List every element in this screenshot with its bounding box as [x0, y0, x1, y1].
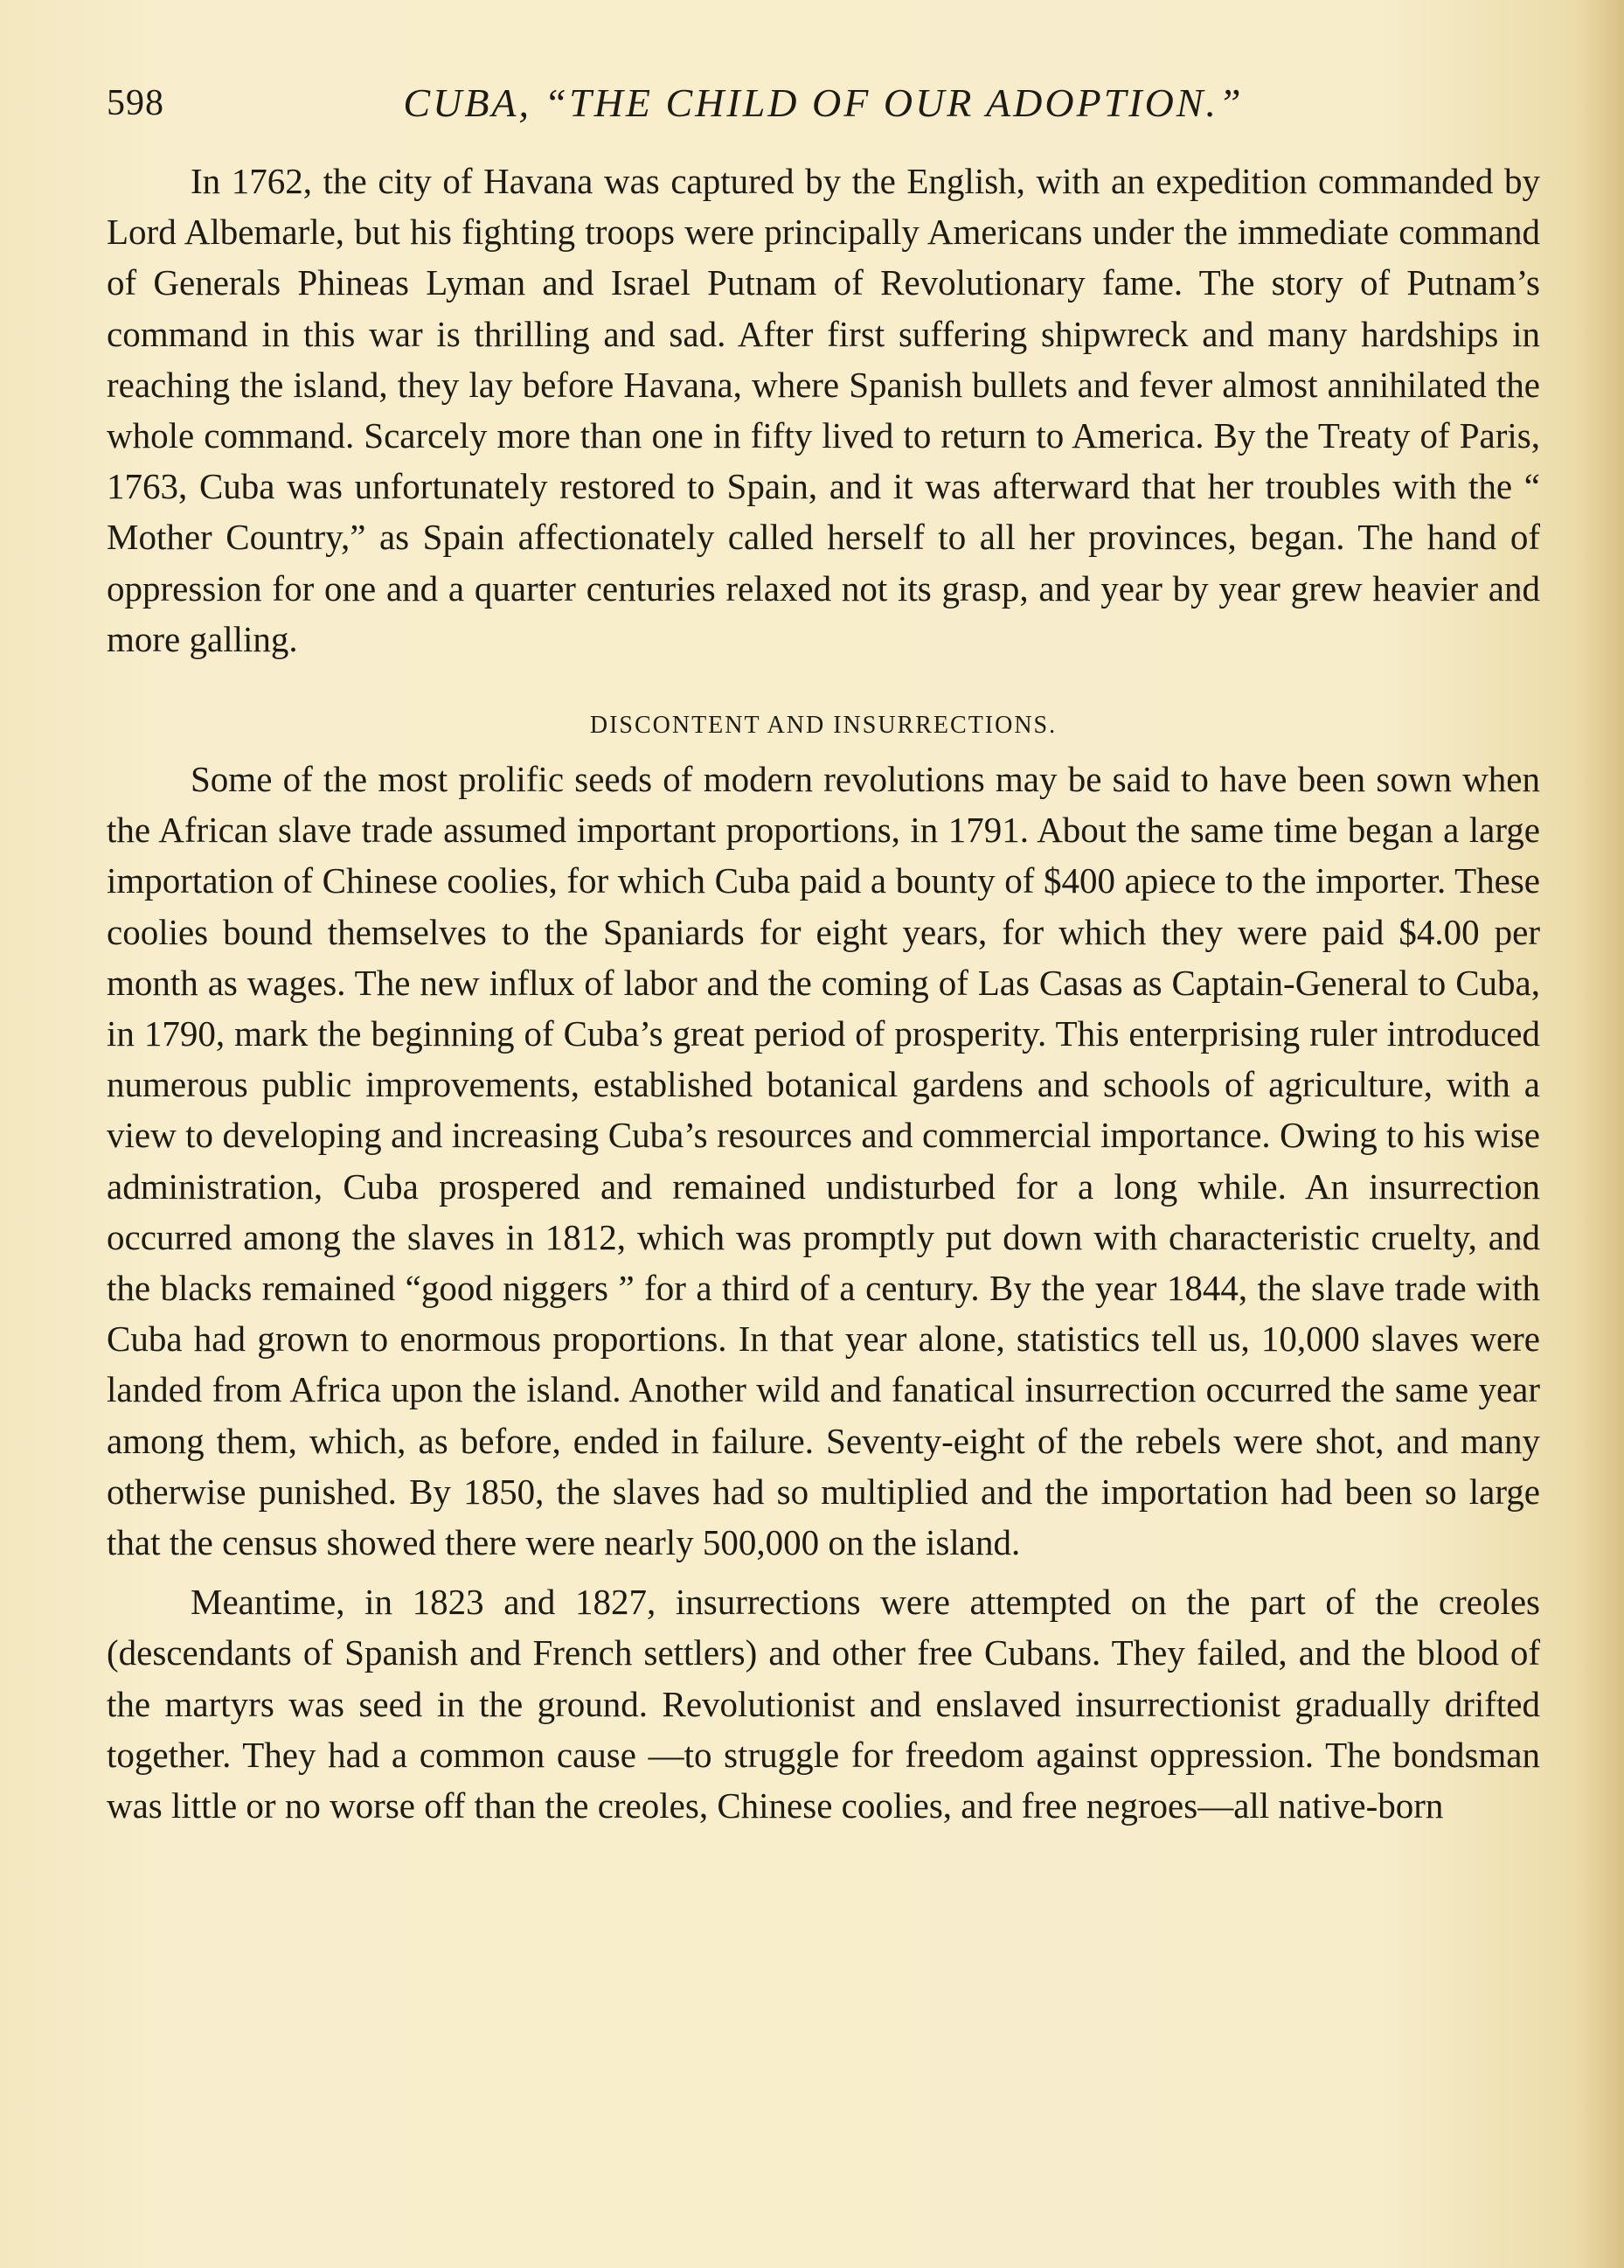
paragraph-havana-capture: In 1762, the city of Havana was captured by the English, with an expedition commanded by Lord Albemarle, but his fighting troops were principally Americans under the immediate command of Generals Phineas Lyman and Israel Putnam of Revolutionary fame. The story of Putnam’s command in this war is thrilling and sad. After first suffering shipwreck and many hardships in reaching the island, they lay before Havana, where Spanish bullets and fever almost annihilated the whole command. Scarcely more than one in fifty lived to return to America. By the Treaty of Paris, 1763, Cuba was unfortunately restored to Spain, and it was afterward that her troubles with the “ Mother Country,” as Spain affectionately called herself to all her provinces, began. The hand of oppression for one and a quarter centuries relaxed not its grasp, and year by year grew heavier and more galling. — [107, 161, 1540, 659]
page-body — [107, 156, 1540, 1831]
section-heading: DISCONTENT AND INSURRECTIONS. — [589, 712, 1058, 740]
paragraph-slave-trade: Some of the most prolific seeds of modern revolutions may be said to have been sown when the African slave trade assumed important proportions, in 1791. About the same time began a large importation of Chinese coolies, for which Cuba paid a bounty of $400 apiece to the importer. These coolies bound themselves to the Spaniards for eight years, for which they were paid $4.00 per month as wages. The new influx of labor and the coming of Las Casas as Captain-General to Cuba, in 1790, mark the beginning of Cuba’s great period of prosperity. This enterprising ruler introduced numerous public improvements, established botanical gardens and schools of agriculture, with a view to developing and increasing Cuba’s resources and commercial importance. Owing to his wise administration, Cuba prospered and remained undisturbed for a long while. An insurrection occurred among the slaves in 1812, which was promptly put down with characteristic cruelty, and the blacks remained “good niggers ” for a third of a century. By the year 1844, the slave trade with Cuba had grown to enormous proportions. In that year alone, statistics tell us, 10,000 slaves were landed from Africa upon the island. Another wild and fanatical insurrection occurred the same year among them, which, as before, ended in failure. Seventy-eight of the rebels were shot, and many otherwise punished. By 1850, the slaves had so multiplied and the importation had been so large that the census showed there were nearly 500,000 on the island. — [107, 759, 1540, 1563]
paragraph-insurrections: Meantime, in 1823 and 1827, insurrections were attempted on the part of the creoles (descendants of Spanish and French settlers) and other free Cubans. They failed, and the blood of the martyrs was seed in the ground. Revolutionist and enslaved insurrectionist gradually drifted together. They had a common cause —to struggle for freedom against oppression. The bondsman was little or no worse off than the creoles, Chinese coolies, and free negroes—all native-born — [107, 1582, 1540, 1826]
page-header — [107, 77, 1540, 129]
paragraph-gap — [107, 1568, 1540, 1576]
running-title: CUBA, “THE CHILD OF OUR ADOPTION.” — [403, 80, 1244, 125]
page-number: 598 — [107, 83, 164, 123]
